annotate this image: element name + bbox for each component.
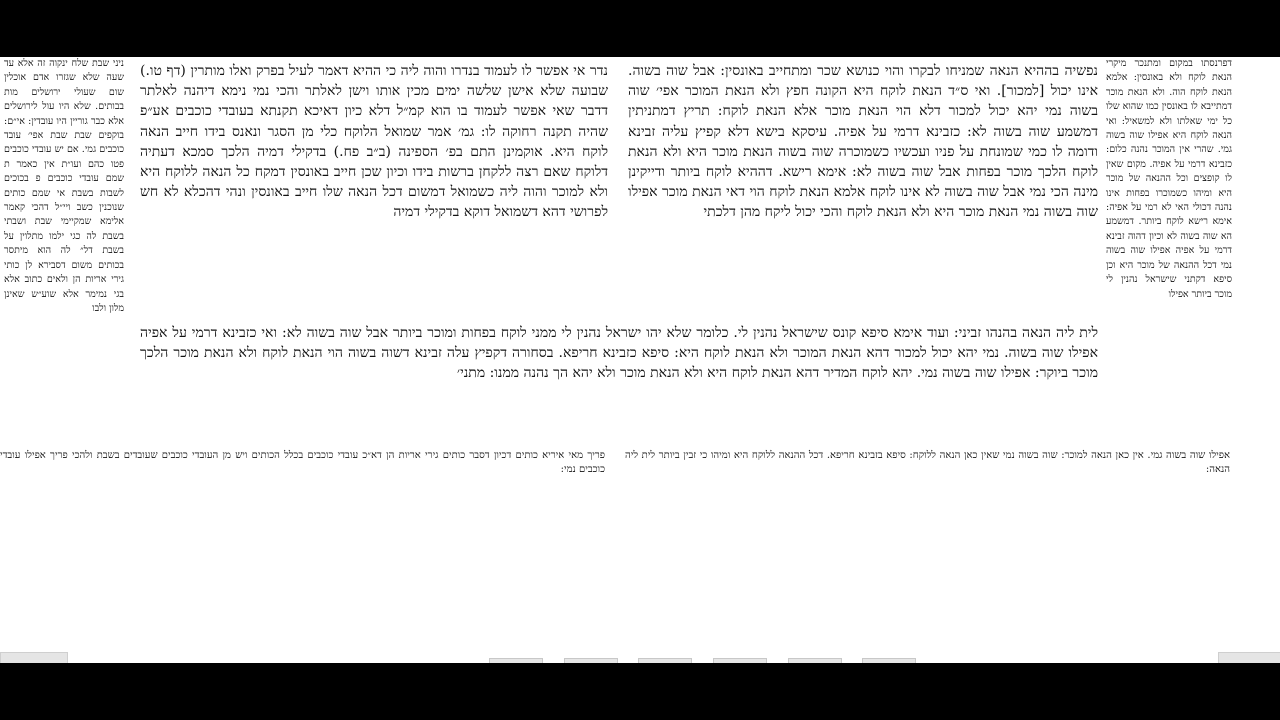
footnote-left: פריך מאי איריא כותים דכיון דסבר כותים גירי אריות הן דא״כ עובדי כוכבים בכלל הכותים ויש מן העובדי כוכבים שעובדים בשבת ולהכי פריך אפילו עובדי כוכבים נמי: bbox=[0, 450, 605, 475]
main-text-full-width bbox=[140, 323, 1098, 384]
document-page bbox=[0, 57, 1280, 663]
main-full-text: לית ליה הנאה בהנהו זביני: ועוד אימא סיפא קונס שישראל נהנין לי. כלומר שלא יהו ישראל נהנין לי ממני לוקח בפחות ומוכר ביותר אבל שוה בשוה לא: ואי כזבינא דרמי על אפיה אפילו שוה בשוה. נמי יהא יכול למכור דהא הנאת המוכר ולא הנאת לוקח היא: סיפא כזבינא חריפא. בסחורה דקפיץ עלה זבינא דשוה בשוה הוי הנאת לוקח ולא הנאת מוכר הלכך מוכר ביוקר: אפילו שוה בשוה נמי. יהא לוקח המדיר דהא הנאת לוקח היא ולא הנאת מוכר ולא יהא הך נהנה ממנו: מתני׳ bbox=[140, 325, 1098, 382]
top-black-bar bbox=[0, 0, 1280, 57]
side-left-text: ניני שבת שלח ינקוה זה אלא עד שעה שלא שגזרו אדם אוכלין שום שעולי ירושלים מות בבותים. שלא היו עול לירושלים אלא כבר גוריין היו עובדין: אי״ם: בוקפים שבת שבת אפי׳ עובד כוכבים גמי. אם יש עובדי כוכבים פטו כהם ועו״ת אין כאמר ת שמם עובדי כוכבים פ בכוכים לשבות בשבת אי שמם כותים שנוכנין כשב ויי״ל דהכי קאמר אלימא שמקיימי שבת ושבתי בשבת לה כגי ילמו מתלוין על בשבת דל״ לה הוא מיתסר בכותים משום דסבירא לן כותי גירי אריות הן ולאים כתוב אלא בגי נמימר אלא שוע״ש שאינן מלון ולבו bbox=[4, 58, 124, 314]
scrollbar-left[interactable] bbox=[0, 652, 68, 663]
side-right-text: דפרנסתו במקום ומתנכר מיקרי הנאת לוקח ולא באונסין: אלמא הנאת לוקח הוה. ולא הנאת מוכר דמתייבא לו באונסין כמו שהוא שלו כל ימי שאלתו ולא למשאיל: ואי הנאה לוקח היא אפילו שוה בשוה גמי. שהרי אין המוכר נהנה כלום: כזבינא דרמי על אפיה. מקום שאין לו קופצים וכל ההנאה של מוכר היא ומיהו כשמוכרו בפחות אינו נהנה דכולי האי לא רמי על אפיה: אימא רישא לוקח ביותר. דמשמע הא שוה בשוה לא וכיון דהוה זבינא דרמי על אפיה אפילו שוה בשוה נמי דכל ההנאה של מוכר היא וכן סיפא דקתני שישראל נהנין לי מוכר ביותר אפילו bbox=[1106, 58, 1232, 300]
footnote-right: אפילו שוה בשוה גמי. אין כאן הנאה למוכר: שוה בשוה נמי שאין כאן הנאה ללוקח: סיפא בזבינא חריפא. דכל ההנאה ללוקח היא ומיהו כי זבין ביותר לית ליה הנאה: bbox=[625, 450, 1230, 475]
side-commentary-left bbox=[4, 57, 124, 316]
main-left-text: נדר אי אפשר לו לעמוד בנדרו והוה ליה כי ההיא דאמר לעיל בפרק ואלו מותרין (דף טו.) שבועה שלא אישן שלשה ימים מכין אותו וישן לאלתר והכי נמי נימא דיהנה לאלתר דדבר שאי אפשר לעמוד בו הוא קמ״ל דלא כיון דאיכא תקנתא בעובדי כוכבים אע״פ שהיה תקנה רחוקה לו: גמ׳ אמר שמואל הלוקח כלי מן הסגר ונאנס בידו חייב הנאה לוקח היא. אוקמינן התם בפ׳ הספינה (ב״ב פח.) בדקילי דמיה הלכך סמכא דעתיה דלוקח שאם רצה ללקחן ברשות בידו וכיון שכן חייב באונסין דמקח כל הנאה ללוקח היא ולא למוכר והוה ליה כשמואל דמשום דכל הנאה שלו חייב באונסין ונהי דהכלא לא חש לפרושי דהא דשמואל דוקא בדקילי דמיה bbox=[140, 63, 608, 221]
side-commentary-right bbox=[1106, 57, 1232, 302]
main-text-left-column bbox=[140, 61, 608, 223]
main-text-right-column bbox=[628, 61, 1098, 223]
scrollbar-right[interactable] bbox=[1218, 652, 1280, 663]
bottom-black-bar bbox=[0, 663, 1280, 720]
main-right-text: נפשיה בההיא הנאה שמניחו לבקרו והוי כנושא שכר ומתחייב באונסין: אבל שוה בשוה. אינו יכול [למכור]. ואי ס״ד הנאת לוקח היא הקונה חפץ ולא הנאת המוכר אפי׳ שוה בשוה נמי יהא יכול למכור דלא הוי הנאת מוכר אלא הנאת לוקח: תריץ דמתניתין דמשמע שוה בשוה לא: כזבינא דרמי על אפיה. עיסקא בישא דלא קפיץ עליה זבינא ודומה לו כמי שמונחת על פניו ועכשיו כשמוכרה שוה בשוה הנאת מוכר היא ולא הנאת לוקח הלכך מוכר בפחות אבל שוה בשוה לא: אימא רישא. דההיא לוקח ביותר ודייקינן מינה הכי נמי אבל שוה בשוה לא אינו לוקח אלמא הנאת לוקח הוי דאי הנאת מוכר אפילו שוה בשוה נמי הנאת מוכר היא ולא הנאת לוקח והכי יכול ליקח מהן דלכתי bbox=[628, 63, 1098, 221]
